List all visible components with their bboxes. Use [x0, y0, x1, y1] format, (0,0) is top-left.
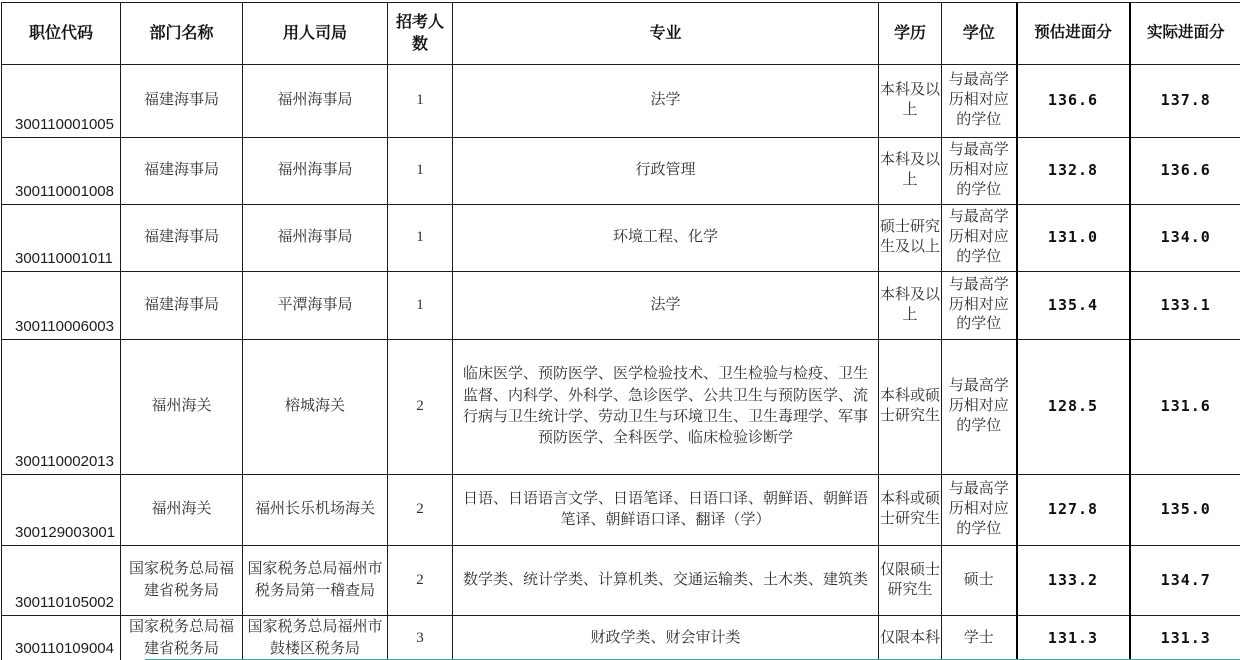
cell-degree: 与最高学历相对应的学位 — [942, 205, 1017, 272]
cell-position-code: 300129003001 — [2, 475, 121, 546]
cell-bureau: 福州海事局 — [243, 138, 388, 205]
cell-bureau: 福州海事局 — [243, 205, 388, 272]
cell-actual-score: 136.6 — [1130, 138, 1240, 205]
cell-position-code: 300110001005 — [2, 65, 121, 138]
cell-degree: 与最高学历相对应的学位 — [942, 475, 1017, 546]
cell-recruit-count: 2 — [388, 475, 453, 546]
cell-education: 本科及以上 — [879, 65, 942, 138]
cell-bureau: 榕城海关 — [243, 340, 388, 475]
table-row — [2, 138, 1240, 205]
cell-actual-score: 137.8 — [1130, 65, 1240, 138]
table-row — [2, 340, 1240, 475]
table-row — [2, 475, 1240, 546]
cell-estimated-score: 132.8 — [1017, 138, 1130, 205]
cell-actual-score: 131.6 — [1130, 340, 1240, 475]
cell-estimated-score: 131.3 — [1017, 616, 1130, 660]
cell-position-code: 300110006003 — [2, 272, 121, 340]
cell-department: 福建海事局 — [121, 138, 243, 205]
cell-actual-score: 135.0 — [1130, 475, 1240, 546]
col-header-bureau: 用人司局 — [243, 3, 388, 65]
cell-actual-score: 131.3 — [1130, 616, 1240, 660]
col-header-position-code: 职位代码 — [2, 3, 121, 65]
cell-position-code: 300110002013 — [2, 340, 121, 475]
cell-major: 法学 — [453, 65, 879, 138]
cell-position-code: 300110109004 — [2, 616, 121, 660]
cell-education: 仅限本科 — [879, 616, 942, 660]
cell-degree: 与最高学历相对应的学位 — [942, 138, 1017, 205]
col-header-education: 学历 — [879, 3, 942, 65]
cell-recruit-count: 2 — [388, 546, 453, 616]
cell-estimated-score: 131.0 — [1017, 205, 1130, 272]
cell-major: 法学 — [453, 272, 879, 340]
col-header-recruit-count: 招考人数 — [388, 3, 453, 65]
cell-bureau: 平潭海事局 — [243, 272, 388, 340]
cell-department: 福建海事局 — [121, 205, 243, 272]
position-score-table — [1, 2, 1240, 660]
cell-recruit-count: 1 — [388, 205, 453, 272]
col-header-department: 部门名称 — [121, 3, 243, 65]
cell-education: 仅限硕士研究生 — [879, 546, 942, 616]
table-row — [2, 546, 1240, 616]
cell-education: 本科及以上 — [879, 272, 942, 340]
cell-position-code: 300110001011 — [2, 205, 121, 272]
cell-estimated-score: 128.5 — [1017, 340, 1130, 475]
cell-department: 福建海事局 — [121, 272, 243, 340]
cell-degree: 硕士 — [942, 546, 1017, 616]
col-header-major: 专业 — [453, 3, 879, 65]
table-row — [2, 205, 1240, 272]
cell-bureau: 国家税务总局福州市税务局第一稽查局 — [243, 546, 388, 616]
cell-recruit-count: 2 — [388, 340, 453, 475]
cell-estimated-score: 127.8 — [1017, 475, 1130, 546]
cell-major: 日语、日语语言文学、日语笔译、日语口译、朝鲜语、朝鲜语笔译、朝鲜语口译、翻译（学） — [453, 475, 879, 546]
cell-actual-score: 134.7 — [1130, 546, 1240, 616]
cell-recruit-count: 1 — [388, 65, 453, 138]
col-header-estimated-score: 预估进面分 — [1017, 3, 1130, 65]
cell-education: 本科或硕士研究生 — [879, 340, 942, 475]
cell-degree: 学士 — [942, 616, 1017, 660]
cell-education: 硕士研究生及以上 — [879, 205, 942, 272]
cell-estimated-score: 135.4 — [1017, 272, 1130, 340]
cell-actual-score: 134.0 — [1130, 205, 1240, 272]
cell-recruit-count: 3 — [388, 616, 453, 660]
cell-estimated-score: 136.6 — [1017, 65, 1130, 138]
table-row — [2, 65, 1240, 138]
cell-position-code: 300110105002 — [2, 546, 121, 616]
header-row — [2, 3, 1240, 65]
cell-major: 财政学类、财会审计类 — [453, 616, 879, 660]
table-row — [2, 616, 1240, 660]
cell-bureau: 福州长乐机场海关 — [243, 475, 388, 546]
col-header-degree: 学位 — [942, 3, 1017, 65]
cell-actual-score: 133.1 — [1130, 272, 1240, 340]
cell-degree: 与最高学历相对应的学位 — [942, 65, 1017, 138]
cell-major: 行政管理 — [453, 138, 879, 205]
cell-degree: 与最高学历相对应的学位 — [942, 272, 1017, 340]
cell-department: 国家税务总局福建省税务局 — [121, 546, 243, 616]
cell-degree: 与最高学历相对应的学位 — [942, 340, 1017, 475]
table-row — [2, 272, 1240, 340]
cell-education: 本科及以上 — [879, 138, 942, 205]
cell-recruit-count: 1 — [388, 138, 453, 205]
cell-bureau: 国家税务总局福州市鼓楼区税务局 — [243, 616, 388, 660]
cell-major: 数学类、统计学类、计算机类、交通运输类、土木类、建筑类 — [453, 546, 879, 616]
cell-recruit-count: 1 — [388, 272, 453, 340]
cell-major: 临床医学、预防医学、医学检验技术、卫生检验与检疫、卫生监督、内科学、外科学、急诊医学、公共卫生与预防医学、流行病与卫生统计学、劳动卫生与环境卫生、卫生毒理学、军事预防医学、全科医学、临床检验诊断学 — [453, 340, 879, 475]
cell-major: 环境工程、化学 — [453, 205, 879, 272]
score-table-page — [0, 2, 1240, 660]
cell-department: 福建海事局 — [121, 65, 243, 138]
cell-department: 福州海关 — [121, 475, 243, 546]
cell-estimated-score: 133.2 — [1017, 546, 1130, 616]
cell-position-code: 300110001008 — [2, 138, 121, 205]
cell-bureau: 福州海事局 — [243, 65, 388, 138]
cell-department: 国家税务总局福建省税务局 — [121, 616, 243, 660]
col-header-actual-score: 实际进面分 — [1130, 3, 1240, 65]
cell-education: 本科或硕士研究生 — [879, 475, 942, 546]
cell-department: 福州海关 — [121, 340, 243, 475]
